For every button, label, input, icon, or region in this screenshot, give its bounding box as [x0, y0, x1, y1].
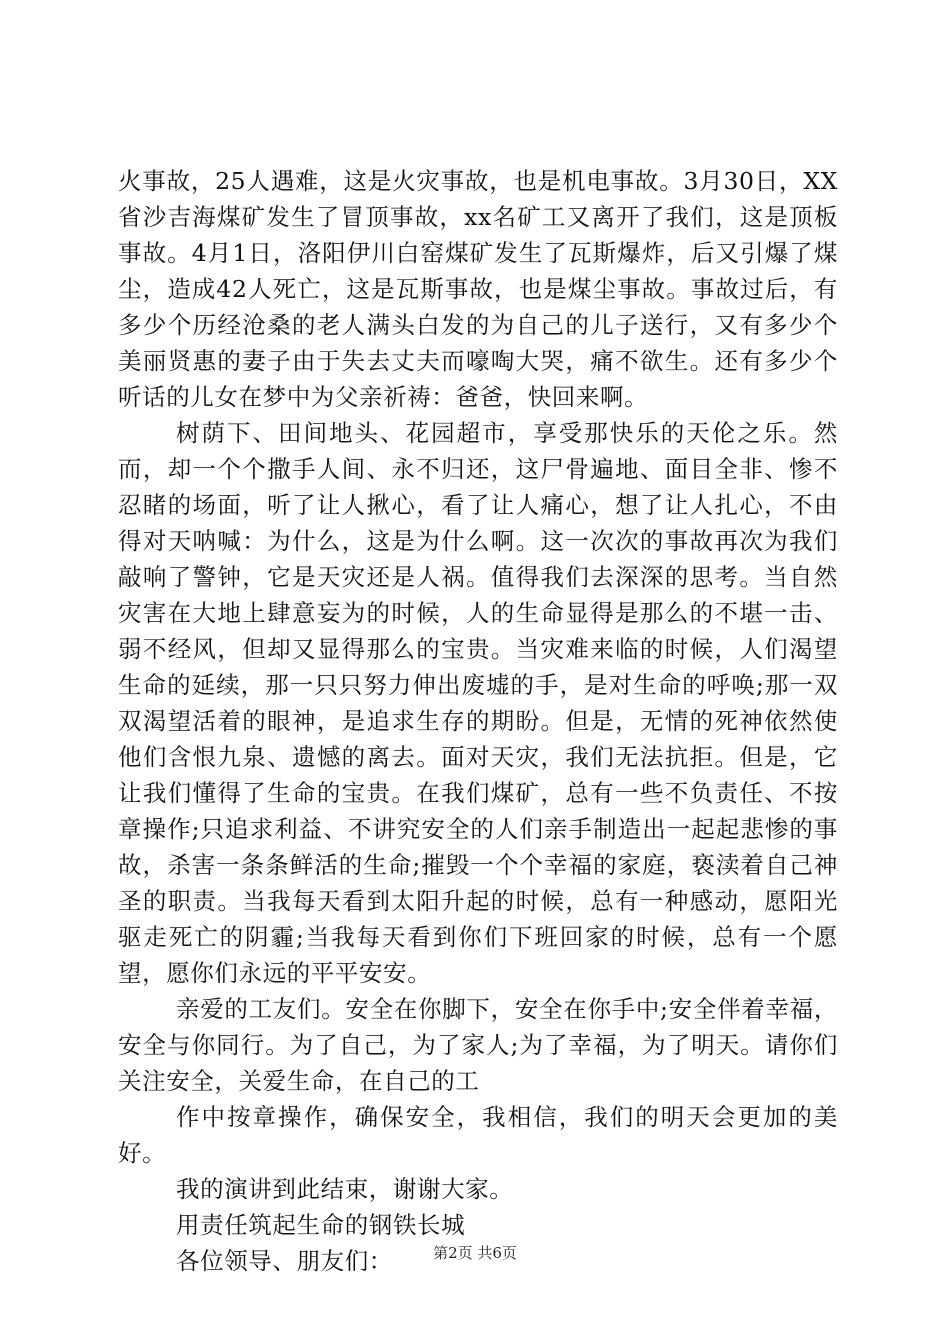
paragraph-closing: 我的演讲到此结束，谢谢大家。 — [176, 1175, 514, 1203]
next-speech-salutation: 各位领导、朋友们： — [176, 1247, 393, 1275]
paragraph-accident-list: 火事故，25人遇难，这是火灾事故，也是机电事故。3月30日，XX省沙吉海煤矿发生了冒顶事故，xx名矿工又离开了我们，这是顶板事故。4月1日，洛阳伊川白窑煤矿发生了瓦斯爆炸，后又引爆了煤尘，造成42人死亡，这是瓦斯事故，也是煤尘事故。事故过后，有多少个历经沧桑的老人满头白发的为自己的儿子送行，又有多少个美丽贤惠的妻子由于失去丈夫而嚎啕大哭，痛不欲生。还有多少个听话的儿女在梦中为父亲祈祷：爸爸，快回来啊。 — [118, 167, 838, 411]
paragraph-reflection: 树荫下、田间地头、花园超市，享受那快乐的天伦之乐。然而，却一个个撒手人间、永不归还，这尸骨遍地、面目全非、惨不忍睹的场面，听了让人揪心，看了让人痛心，想了让人扎心，不由得对天呐喊：为什么，这是为什么啊。这一次次的事故再次为我们敲响了警钟，它是天灾还是人祸。值得我们去深深的思考。当自然灾害在大地上肆意妄为的时候，人的生命显得是那么的不堪一击、弱不经风，但却又显得那么的宝贵。当灾难来临的时候，人们渴望生命的延续，那一只只努力伸出废墟的手，是对生命的呼唤;那一双双渴望活着的眼神，是追求生存的期盼。但是，无情的死神依然使他们含恨九泉、遗憾的离去。面对天灾，我们无法抗拒。但是，它让我们懂得了生命的宝贵。在我们煤矿，总有一些不负责任、不按章操作;只追求利益、不讲究安全的人们亲手制造出一起起悲惨的事故，杀害一条条鲜活的生命;摧毁一个个幸福的家庭，亵渎着自己神圣的职责。当我每天看到太阳升起的时候，总有一种感动，愿阳光驱走死亡的阴霾;当我每天看到你们下班回家的时候，总有一个愿望，愿你们永远的平平安安。 — [118, 419, 838, 987]
document-body — [118, 163, 838, 1279]
page-footer: 第2页 共6页 — [433, 1244, 517, 1262]
paragraph-appeal-continued: 作中按章操作，确保安全，我相信，我们的明天会更加的美好。 — [118, 1103, 838, 1167]
paragraph-appeal: 亲爱的工友们。安全在你脚下，安全在你手中;安全伴着幸福，安全与你同行。为了自己，为了家人;为了幸福，为了明天。请你们关注安全，关爱生命，在自己的工 — [118, 995, 838, 1095]
next-speech-title: 用责任筑起生命的钢铁长城 — [176, 1211, 466, 1239]
